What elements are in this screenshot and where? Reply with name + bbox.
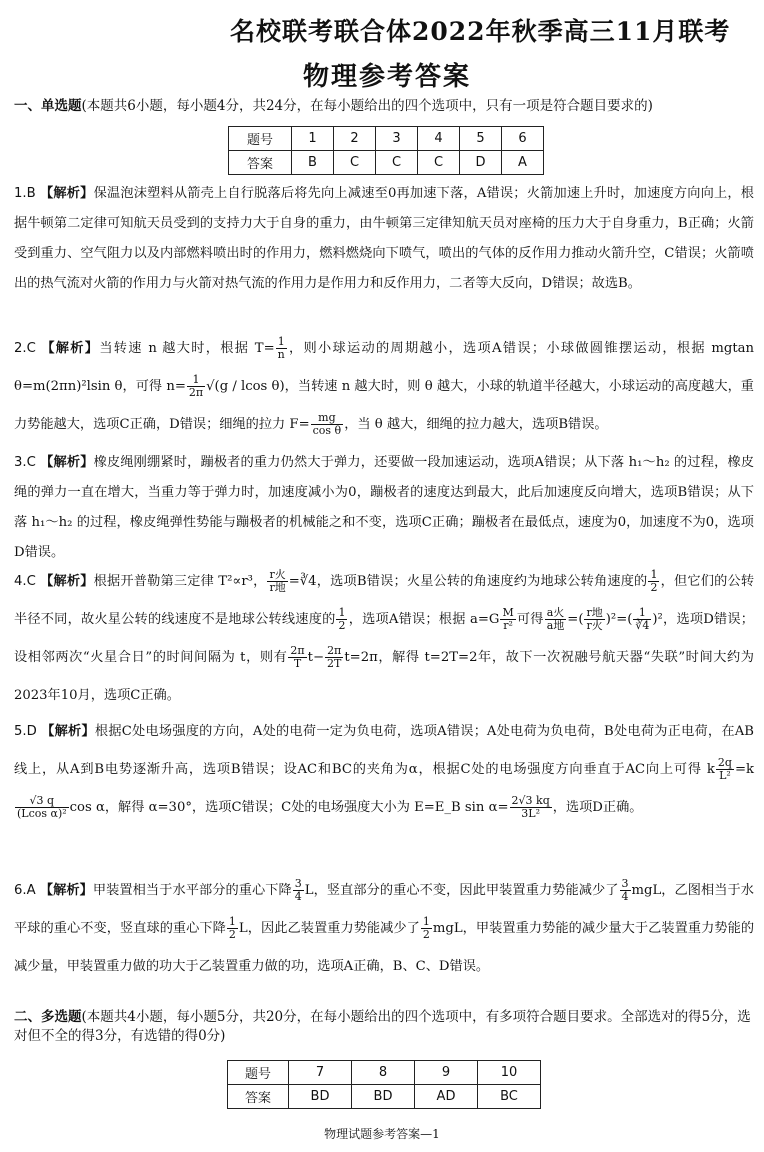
answer-text: =k [734, 762, 754, 777]
denominator: 2 [650, 581, 658, 594]
table-cell: C [334, 151, 376, 175]
answer-text: mgL，甲装置重力势能的减少量大于乙装置重力势能的减少量，甲装置重力做的功大于乙装置重力做的功，选项A正确，B、C、D错误。 [14, 921, 755, 974]
denominator: r火 [586, 619, 603, 632]
numerator: 1 [187, 374, 205, 387]
table-cell: C [376, 151, 418, 175]
question-number: 3.C [14, 455, 36, 470]
denominator: r地 [269, 581, 286, 594]
denominator: cos θ [312, 424, 342, 437]
answer-text: ，选项D正确。 [552, 800, 643, 815]
answer-table-2 [227, 1060, 541, 1109]
numerator: 1 [633, 607, 651, 620]
denominator: 2T [327, 657, 342, 670]
fraction [311, 412, 344, 437]
answer-1 [14, 179, 754, 299]
fraction [325, 645, 343, 670]
table-cell: AD [415, 1085, 478, 1109]
numerator: 1 [338, 606, 346, 619]
fraction [15, 795, 69, 820]
answer-text: 可得 [516, 612, 544, 627]
table-cell: BD [289, 1085, 352, 1109]
numerator: 3 [294, 877, 302, 890]
table-cell: BC [478, 1085, 541, 1109]
analysis-tag: 【解析】 [40, 186, 94, 201]
question-number: 5.D [14, 724, 37, 739]
table-cell: 答案 [228, 1085, 289, 1109]
analysis-tag: 【解析】 [41, 341, 100, 356]
answer-text: t− [307, 650, 325, 665]
fraction [633, 607, 651, 632]
exam-title: 名校联考联合体2022年秋季高三11月联考 [230, 17, 731, 46]
numerator: 1 [228, 915, 236, 928]
table-cell: BD [352, 1085, 415, 1109]
numerator: mg [311, 412, 344, 425]
page-title: 物理参考答案 [303, 62, 472, 92]
fraction [716, 757, 734, 782]
denominator: (Lcos α)² [17, 807, 67, 820]
table-cell: 8 [352, 1061, 415, 1085]
section-1-desc: (本题共6小题，每小题4分，共24分，在每小题给出的四个选项中，只有一项是符合题目要求的) [81, 98, 653, 114]
answer-5 [14, 713, 754, 827]
answer-text: ，选项B错误；火星公转的角速度约为地球公转角速度的 [316, 574, 648, 589]
answer-text: = [567, 612, 579, 627]
fraction [288, 645, 306, 670]
fraction [336, 607, 347, 632]
analysis-tag: 【解析】 [40, 455, 94, 470]
question-number: 6.A [14, 883, 36, 898]
table-cell: 题号 [228, 1061, 289, 1085]
answer-table-1 [228, 126, 544, 175]
fraction [584, 607, 604, 632]
section-1-title: 一、单选题 [14, 98, 82, 114]
question-number: 2.C [14, 341, 36, 356]
sqrt-expression: √(g / lcos θ) [206, 379, 285, 394]
answer-text: L，竖直部分的重心不变，因此甲装置重力势能减少了 [304, 883, 619, 898]
section-1-heading [14, 97, 754, 116]
denominator: ∛4 [635, 619, 650, 632]
answer-text: L，因此乙装置重力势能减少了 [238, 921, 420, 936]
numerator: a火 [546, 606, 565, 619]
page-footer: 物理试题参考答案—1 [324, 1127, 440, 1141]
denominator: 2 [422, 928, 430, 941]
answer-text: cos α，解得 α=30°，选项C错误；C处的电场强度大小为 E=E_B sin α= [69, 800, 509, 815]
answer-text: ，当 θ 越大，细绳的拉力越大，选项B错误。 [344, 417, 608, 432]
denominator: 4 [621, 890, 629, 903]
answer-text: ²=( [610, 612, 633, 627]
denominator: n [277, 348, 285, 361]
denominator: 4 [294, 890, 302, 903]
answer-6 [14, 872, 754, 986]
table-cell: 6 [502, 127, 544, 151]
math-expression: =∛4 [288, 574, 317, 589]
numerator: √3 q [15, 795, 69, 808]
table-cell: 1 [292, 127, 334, 151]
answer-2 [14, 330, 754, 444]
numerator: 1 [422, 915, 430, 928]
table-cell: A [502, 151, 544, 175]
denominator: 2 [338, 619, 346, 632]
numerator: 1 [650, 568, 658, 581]
table-cell: 4 [418, 127, 460, 151]
question-number: 1.B [14, 186, 36, 201]
table-cell: 3 [376, 127, 418, 151]
numerator: 1 [276, 336, 287, 349]
table-cell: 5 [460, 127, 502, 151]
answer-text: ，但它们的公转半径不同，故火星公转的线速度不是地球公转线速度的 [14, 574, 755, 627]
table-cell: 9 [415, 1061, 478, 1085]
denominator: a地 [546, 619, 565, 632]
denominator: 2π [188, 386, 204, 399]
numerator: 2π [290, 644, 305, 657]
denominator: r² [503, 619, 513, 632]
answer-text: ，则小球运动的周期越小，选项A错误；小球做圆锥摆运动，根据 [287, 341, 706, 356]
analysis-tag: 【解析】 [41, 724, 95, 739]
numerator: M [502, 606, 514, 619]
numerator: 2q [717, 756, 732, 769]
table-cell: D [460, 151, 502, 175]
fraction [620, 878, 631, 903]
answer-3 [14, 448, 754, 568]
section-2-heading [14, 1008, 754, 1046]
question-number: 4.C [14, 574, 36, 589]
table-cell: 答案 [229, 151, 292, 175]
answer-text: t=2π，解得 t=2T=2年，故下一次祝融号航天器“失联”时间大约为2023年10月，选项C正确。 [14, 650, 754, 703]
analysis-tag: 【解析】 [40, 574, 94, 589]
fraction [187, 374, 205, 399]
fraction [500, 607, 515, 632]
answer-text: 根据C处电场强度的方向，A处的电荷一定为负电荷，选项A错误；A处电荷为负电荷，B处电荷为正电荷，在AB线上，从A到B电势逐渐升高，选项B错误；设AC和BC的夹角为α，根据C处的电场强度方向垂直于AC向上可得 k [14, 724, 754, 777]
table-cell: 2 [334, 127, 376, 151]
fraction [545, 607, 567, 632]
fraction [421, 916, 432, 941]
section-2-title: 二、多选题 [14, 1009, 82, 1025]
denominator: L² [719, 769, 731, 782]
fraction [293, 878, 304, 903]
table-row [228, 1061, 541, 1085]
table-cell: 7 [289, 1061, 352, 1085]
table-cell: B [292, 151, 334, 175]
numerator: 2π [325, 645, 343, 658]
answer-text: ，选项A错误；根据 a=G [348, 612, 500, 627]
table-row [228, 1085, 541, 1109]
answer-text: ，当转速 n 越大时，则 θ 越大，小球的轨道半径越大，小球运动的高度越大，重力势能越大，选项C正确，D错误；细绳的拉力 F= [14, 379, 754, 432]
table-row [229, 151, 544, 175]
table-row [229, 127, 544, 151]
denominator: T [293, 657, 302, 670]
numerator: 3 [621, 877, 629, 890]
answer-text: 橡皮绳刚绷紧时，蹦极者的重力仍然大于弹力，还要做一段加速运动，选项A错误；从下落 h₁～h₂ 的过程，橡皮绳的弹力一直在增大，当重力等于弹力时，加速度减小为0，蹦极者的速度达到最大，此后加速度反向增大，选项B错误；从下落 h₁～h₂ 的过程，橡皮绳弹性势能与蹦极者的机械能之和不变，选项C正确；蹦极者在最低点，速度为0，加速度不为0，选项D错误。 [14, 455, 755, 560]
section-2-desc: (本题共4小题，每小题5分，共20分，在每小题给出的四个选项中，有多项符合题目要求。全部选对的得5分，选对但不全的得3分，有选错的得0分) [14, 1009, 751, 1044]
fraction [276, 336, 287, 361]
answer-text: mgL，乙图相当于水平球的重心不变，竖直球的重心下降 [14, 883, 754, 936]
denominator: 3L² [521, 807, 540, 820]
answer-text: 保温泡沫塑料从箭壳上自行脱落后将先向上减速至0再加速下落，A错误；火箭加速上升时，加速度方向向上，根据牛顿第二定律可知航天员受到的支持力大于自身的重力，由牛顿第三定律知航天员对座椅的压力大于自身重力，B正确；火箭受到重力、空气阻力以及内部燃料喷出时的作用力，燃料燃烧向下喷气，喷出的气体的反作用力推动火箭升空，C错误；火箭喷出的热气流对火箭的作用力与火箭对热气流的作用力是作用力和反作用力，二者等大反向，D错误；故选B。 [14, 186, 754, 291]
numerator: 2√3 kq [511, 794, 550, 807]
answer-4: 4.C 【解析】根据开普勒第三定律 T²∝r³， $\frac{\text{r火}}{\text{r地}}$ =∛4，选项B错误；火星公转的角速度约为地球公转角速度的 $\frac{1}{2}$ ，但它们的公转半径不同，故火星公转的线速度不是地球公转线速度的 $\frac{1}{2}$ ，选项A错误；根据 a=G $\frac{M}{\text{r²}}$ 可得 $\frac{\text{a火}}{\text{a地}}$ =( $\frac{\text{r地}}{\text{r火}}$ )²=( $\frac{1}{∛4}$ )²，选项D错误；设相邻两次“火星合日”的时间间隔为 t，则有 $\frac{2\pi}{T}$ t− $\frac{2\pi}{2T}$ t=2π，解得 t=2T=2年，故下一次祝融号航天器“失联”时间大约为2023年10月，选项C正确。 [14, 568, 755, 703]
denominator: 2 [228, 928, 236, 941]
numerator: r火 [269, 568, 286, 581]
fraction [648, 569, 659, 594]
analysis-tag: 【解析】 [39, 883, 93, 898]
fraction [510, 795, 552, 820]
answer-text: 当转速 n 越大时，根据 T= [99, 341, 275, 356]
answer-text: mgtan θ=m(2πn)²lsin θ，可得 n= [14, 341, 754, 394]
answer-text: 甲装置相当于水平部分的重心下降 [92, 883, 292, 898]
answer-text: )²，选项D错误；设相邻两次“火星合日”的时间间隔为 t，则有 [14, 612, 754, 665]
fraction [227, 916, 238, 941]
table-cell: 10 [478, 1061, 541, 1085]
table-cell: 题号 [229, 127, 292, 151]
answer-text: 根据开普勒第三定律 T²∝r³， [93, 574, 267, 589]
numerator: r地 [586, 606, 603, 619]
table-cell: C [418, 151, 460, 175]
fraction [267, 569, 287, 594]
